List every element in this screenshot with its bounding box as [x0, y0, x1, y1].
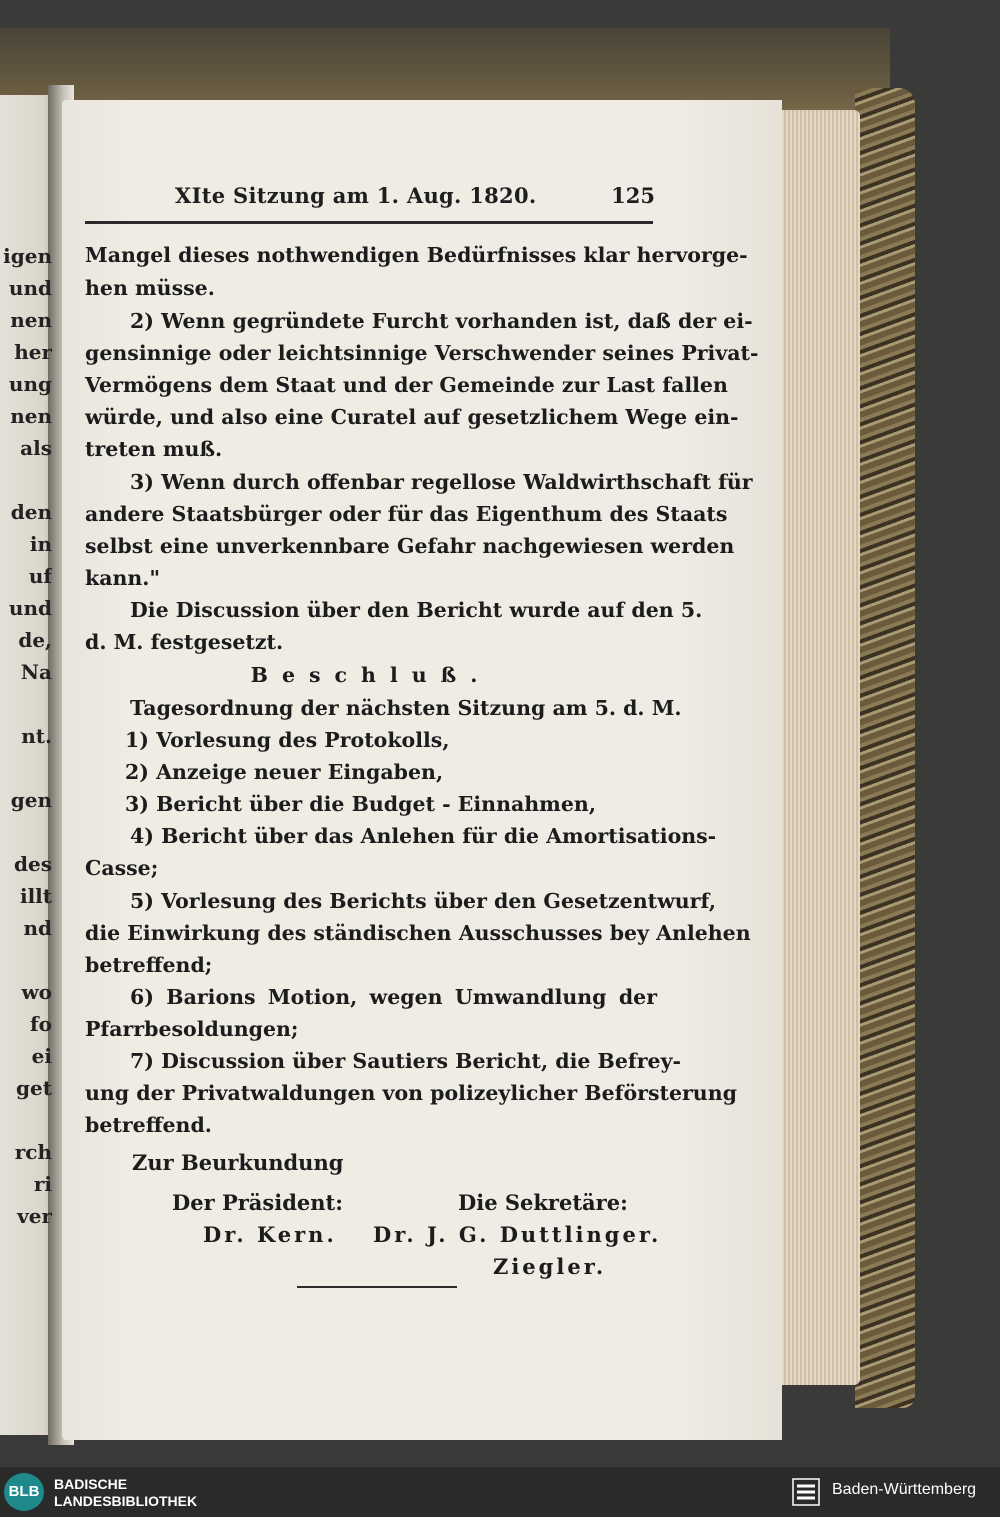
agenda-item: 5) Vorlesung des Berichts über den Gesetzentwurf, — [130, 889, 716, 913]
text-line: Die Discussion über den Bericht wurde auf den 5. — [130, 598, 703, 622]
end-rule — [297, 1286, 457, 1288]
facing-page-fragment — [0, 1104, 52, 1136]
facing-page-fragment — [0, 816, 52, 848]
facing-page-fragment: illt — [19, 884, 52, 908]
text-line: Tagesordnung der nächsten Sitzung am 5. d. M. — [130, 696, 682, 720]
agenda-item: 4) Bericht über das Anlehen für die Amortisations- — [130, 824, 717, 848]
facing-page-fragment — [0, 464, 52, 496]
facing-page-fragment: rch — [14, 1140, 52, 1164]
section-heading: Beschluß. — [250, 663, 492, 687]
facing-page-fragment: den — [10, 500, 52, 524]
library-name — [54, 1476, 197, 1510]
facing-page-fragment: igen — [3, 244, 52, 268]
facing-page-fragment — [0, 688, 52, 720]
library-name-line: LANDESBIBLIOTHEK — [54, 1493, 198, 1509]
agenda-item: 7) Discussion über Sautiers Bericht, die Befrey- — [130, 1049, 682, 1073]
facing-page-fragment: nd — [23, 916, 52, 940]
text-line: Casse; — [85, 856, 159, 880]
text-line: 3) Wenn durch offenbar regellose Waldwirthschaft für — [130, 470, 753, 494]
facing-page-fragment: ei — [31, 1044, 52, 1068]
text-line: die Einwirkung des ständischen Ausschusses bey Anlehen — [85, 921, 751, 945]
facing-page-fragment: in — [29, 532, 52, 556]
library-name-line: BADISCHE — [54, 1476, 128, 1492]
page-number: 125 — [611, 183, 655, 208]
facing-page-fragment — [0, 752, 52, 784]
facing-page-fragment: ri — [33, 1172, 52, 1196]
facing-page-text — [0, 240, 52, 1232]
facing-page-fragment — [0, 944, 52, 976]
facing-page-fragment: und — [8, 276, 52, 300]
agenda-item: 3) Bericht über die Budget - Einnahmen, — [125, 792, 596, 816]
page-block-edge — [770, 110, 860, 1385]
text-line: Pfarrbesoldungen; — [85, 1017, 299, 1041]
facing-page-fragment: gen — [10, 788, 52, 812]
facing-page-fragment: als — [20, 436, 52, 460]
text-line: treten muß. — [85, 437, 223, 461]
text-line: würde, und also eine Curatel auf gesetzlichem Wege ein- — [85, 405, 739, 429]
secretary-name: Dr. J. G. Duttlinger. — [373, 1222, 662, 1247]
agenda-item: 1) Vorlesung des Protokolls, — [125, 728, 450, 752]
facing-page-fragment: nen — [10, 308, 52, 332]
facing-page-fragment: her — [14, 340, 52, 364]
facing-page-fragment: des — [14, 852, 52, 876]
facing-page-fragment: de, — [18, 628, 52, 652]
secretaries-label: Die Sekretäre: — [458, 1190, 628, 1215]
facing-page-fragment: get — [16, 1076, 52, 1100]
text-line: ung der Privatwaldungen von polizeylicher Beförsterung — [85, 1081, 737, 1105]
facing-page-fragment: Na — [20, 660, 52, 684]
secretary-name: Ziegler. — [493, 1254, 607, 1279]
facing-page-fragment: nt. — [21, 724, 52, 748]
president-name: Dr. Kern. — [203, 1222, 337, 1247]
state-coat-of-arms-icon — [790, 1476, 822, 1508]
text-line: betreffend; — [85, 953, 213, 977]
facing-page-fragment: wo — [21, 980, 52, 1004]
blb-logo-icon: BLB — [4, 1473, 44, 1511]
state-name: Baden-Württemberg — [832, 1481, 977, 1498]
text-line: hen müsse. — [85, 276, 215, 300]
text-line: selbst eine unverkennbare Gefahr nachgewiesen werden — [85, 534, 735, 558]
text-line: d. M. festgesetzt. — [85, 630, 284, 654]
page-header — [175, 183, 655, 217]
text-line: gensinnige oder leichtsinnige Verschwender seines Privat- — [85, 341, 759, 365]
facing-page-fragment: nen — [10, 404, 52, 428]
text-line: betreffend. — [85, 1113, 212, 1137]
book-cover-edge — [855, 88, 915, 1408]
running-head: XIte Sitzung am 1. Aug. 1820. — [175, 183, 537, 208]
president-label: Der Präsident: — [172, 1190, 343, 1215]
facing-page-fragment: und — [8, 596, 52, 620]
viewer-footer — [0, 1467, 1000, 1517]
header-rule — [85, 221, 653, 224]
facing-page-fragment: fo — [30, 1012, 52, 1036]
text-line: andere Staatsbürger oder für das Eigenthum des Staats — [85, 502, 728, 526]
facing-page-fragment: uf — [28, 564, 52, 588]
agenda-item: 6) Barions Motion, wegen Umwandlung der — [130, 985, 657, 1009]
text-line: kann." — [85, 566, 161, 590]
attestation: Zur Beurkundung — [132, 1150, 344, 1175]
facing-page-fragment: ung — [8, 372, 52, 396]
text-line: 2) Wenn gegründete Furcht vorhanden ist, daß der ei- — [130, 309, 753, 333]
agenda-item: 2) Anzeige neuer Eingaben, — [125, 760, 444, 784]
text-line: Vermögens dem Staat und der Gemeinde zur Last fallen — [85, 373, 728, 397]
facing-page-fragment: ver — [17, 1204, 52, 1228]
text-line: Mangel dieses nothwendigen Bedürfnisses klar hervorge- — [85, 243, 748, 267]
